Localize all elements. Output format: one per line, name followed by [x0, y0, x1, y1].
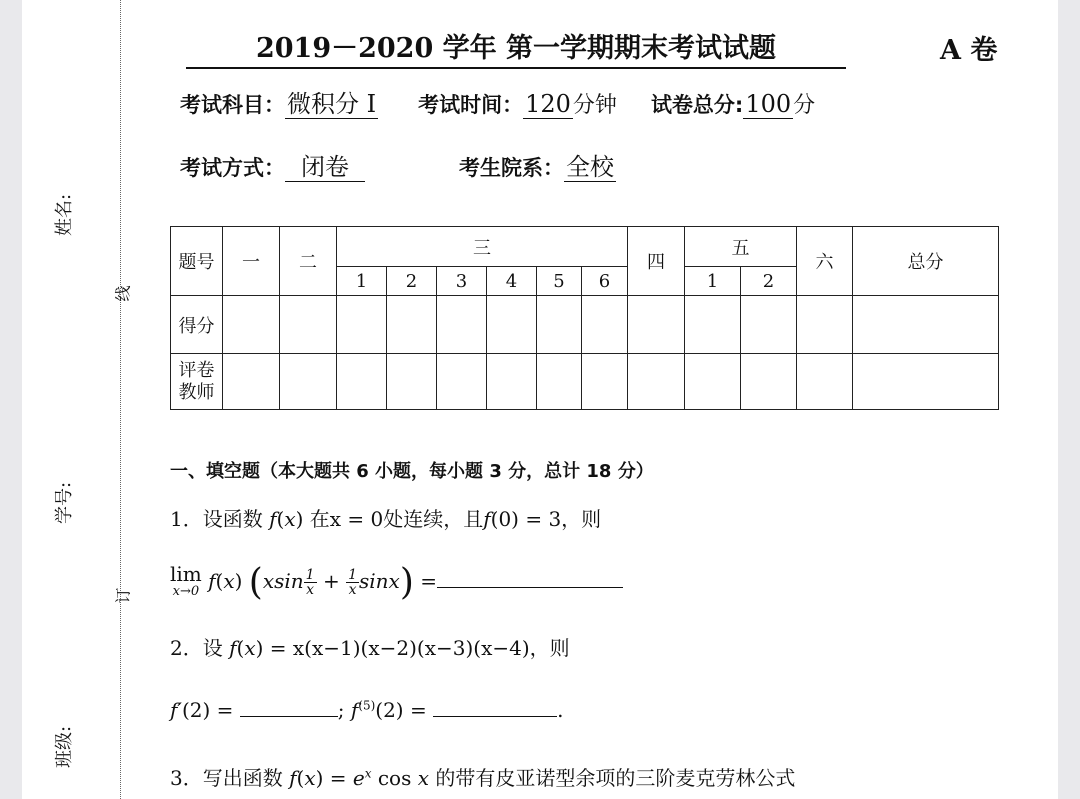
grader-cell[interactable]: [537, 354, 582, 410]
student-id-label: 学号:: [54, 481, 75, 524]
score-cell[interactable]: [387, 296, 437, 354]
subject-value: 微积分 I: [287, 90, 377, 118]
q3-sub: 3: [437, 267, 487, 296]
question-3: 3．写出函数 $f(x) = e^x$ cos x 的带有皮亚诺型余项的三阶麦克劳林公式: [170, 766, 796, 790]
score-cell[interactable]: [337, 296, 387, 354]
paper-type: A 卷: [940, 35, 998, 66]
dept-value: 全校: [566, 153, 614, 181]
dept-key: 考生院系：: [459, 156, 564, 180]
info-row-1: [180, 84, 815, 119]
q5-sub: 1: [685, 267, 741, 296]
grader-cell[interactable]: [337, 354, 387, 410]
score-row-label: 得分: [171, 296, 223, 354]
exam-title: 2019－2020 学年 第一学期期末考试试题: [186, 26, 846, 69]
header-q1: 一: [223, 227, 280, 296]
header-q6: 六: [797, 227, 853, 296]
grader-cell[interactable]: [797, 354, 853, 410]
binding-mark-staple: 订: [113, 587, 133, 604]
section-1-title: 一、填空题（本大题共 6 小题，每小题 3 分，总计 18 分）: [170, 461, 654, 482]
score-cell[interactable]: [628, 296, 685, 354]
time-value: 120: [525, 90, 571, 118]
answer-blank-1[interactable]: [437, 587, 623, 588]
grader-cell[interactable]: [487, 354, 537, 410]
binding-mark-line: 线: [113, 285, 133, 302]
q3-sub: 1: [337, 267, 387, 296]
grader-cell[interactable]: [741, 354, 797, 410]
header-qnum: 题号: [171, 227, 223, 296]
q3-sub: 5: [537, 267, 582, 296]
question-1-line-1: 1．设函数 f(x) 在x = 0处连续，且f(0) = 3，则: [170, 507, 602, 531]
header-total: 总分: [853, 227, 999, 296]
grader-cell[interactable]: [685, 354, 741, 410]
subject-key: 考试科目：: [180, 93, 285, 117]
question-2-answers: f′(2) = ; $f^{(5)}(2)$ = .: [170, 698, 564, 722]
q5-sub: 2: [741, 267, 797, 296]
score-cell[interactable]: [487, 296, 537, 354]
score-cell[interactable]: [582, 296, 628, 354]
grader-cell[interactable]: [223, 354, 280, 410]
header-q2: 二: [280, 227, 337, 296]
grader-cell[interactable]: [280, 354, 337, 410]
score-cell[interactable]: [685, 296, 741, 354]
total-value: 100: [745, 90, 792, 118]
score-cell[interactable]: [537, 296, 582, 354]
header-q5: 五: [685, 227, 797, 267]
score-cell[interactable]: [437, 296, 487, 354]
mode-value: 闭卷: [285, 153, 365, 182]
q3-sub: 4: [487, 267, 537, 296]
time-unit: 分钟: [572, 93, 617, 118]
grader-row-label: 评卷 教师: [171, 354, 223, 410]
score-cell[interactable]: [797, 296, 853, 354]
grader-cell[interactable]: [387, 354, 437, 410]
score-cell[interactable]: [741, 296, 797, 354]
answer-blank-3[interactable]: [433, 716, 557, 717]
score-cell[interactable]: [280, 296, 337, 354]
grader-cell[interactable]: [853, 354, 999, 410]
name-label: 姓名:: [54, 193, 75, 236]
q3-sub: 2: [387, 267, 437, 296]
mode-key: 考试方式：: [180, 156, 285, 180]
class-label: 班级:: [54, 725, 75, 768]
q3-sub: 6: [582, 267, 628, 296]
info-row-2: [180, 147, 616, 182]
question-1-line-2: lim x→0 f(x) (xsin $\frac{1}{x}$ + $\frac{1}{x}$ sinx) =: [170, 562, 623, 603]
total-key: 试卷总分:: [650, 93, 744, 117]
grader-cell[interactable]: [437, 354, 487, 410]
score-table: [170, 226, 999, 410]
header-q4: 四: [628, 227, 685, 296]
score-cell[interactable]: [853, 296, 999, 354]
question-2: 2．设 f(x) = x(x−1)(x−2)(x−3)(x−4)，则: [170, 636, 570, 660]
score-cell[interactable]: [223, 296, 280, 354]
grader-cell[interactable]: [582, 354, 628, 410]
binding-dotted-line: [120, 0, 121, 799]
grader-cell[interactable]: [628, 354, 685, 410]
total-unit: 分: [793, 93, 816, 118]
header-q3: 三: [337, 227, 628, 267]
answer-blank-2[interactable]: [240, 716, 338, 717]
time-key: 考试时间：: [418, 93, 524, 117]
